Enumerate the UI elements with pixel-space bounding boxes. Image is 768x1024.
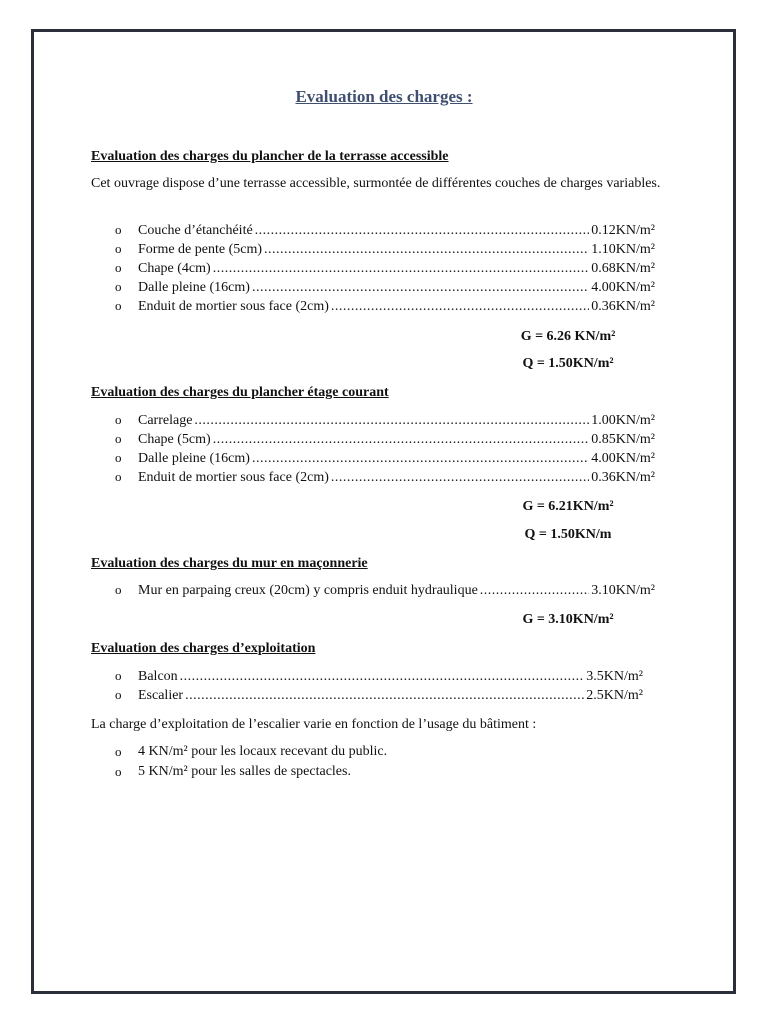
- bullet-icon: o: [115, 687, 122, 702]
- exploitation-note: La charge d’exploitation de l’escalier varie en fonction de l’usage du bâtiment :: [91, 717, 537, 732]
- item-label: Dalle pleine (16cm): [138, 280, 250, 295]
- list-item: [115, 687, 643, 706]
- list-item: [115, 744, 387, 760]
- list-item: [115, 431, 655, 450]
- item-value: 0.68KN/m²: [591, 261, 655, 276]
- item-label: Dalle pleine (16cm): [138, 451, 250, 466]
- bullet-icon: o: [115, 744, 122, 759]
- section-heading-terrasse: Evaluation des charges du plancher de la terrasse accessible: [91, 149, 449, 164]
- item-value: 3.5KN/m²: [586, 669, 643, 684]
- item-value: 4.00KN/m²: [591, 451, 655, 466]
- item-label: Chape (5cm): [138, 432, 211, 447]
- list-item: [115, 668, 643, 687]
- item-value: 0.36KN/m²: [591, 299, 655, 314]
- item-label: Mur en parpaing creux (20cm) y compris enduit hydraulique: [138, 583, 478, 598]
- list-item: [115, 279, 655, 298]
- bullet-icon: o: [115, 668, 122, 683]
- mur-g-result: G = 3.10KN/m²: [522, 612, 614, 627]
- item-label: Couche d’étanchéité: [138, 223, 253, 238]
- item-label: Enduit de mortier sous face (2cm): [138, 470, 329, 485]
- terrasse-q-result: Q = 1.50KN/m²: [522, 356, 614, 371]
- item-label: Escalier: [138, 688, 184, 703]
- item-value: 0.85KN/m²: [591, 432, 655, 447]
- bullet-icon: o: [115, 241, 122, 256]
- bullet-icon: o: [115, 412, 122, 427]
- bullet-icon: o: [115, 279, 122, 294]
- bullet-icon: o: [115, 260, 122, 275]
- bullet-icon: o: [115, 450, 122, 465]
- list-item: [115, 222, 655, 241]
- section-heading-courant: Evaluation des charges du plancher étage courant: [91, 385, 389, 400]
- section-heading-mur: Evaluation des charges du mur en maçonnerie: [91, 556, 368, 571]
- bullet-icon: o: [115, 298, 122, 313]
- courant-q-result: Q = 1.50KN/m: [524, 527, 612, 542]
- use-text: 5 KN/m² pour les salles de spectacles.: [138, 764, 351, 779]
- item-value: 3.10KN/m²: [591, 583, 655, 598]
- list-item: [115, 582, 655, 601]
- list-item: [115, 241, 655, 260]
- item-label: Balcon: [138, 669, 178, 684]
- item-value: 1.00KN/m²: [591, 413, 655, 428]
- list-item: [115, 412, 655, 431]
- page-border: [31, 29, 736, 994]
- item-label: Carrelage: [138, 413, 193, 428]
- bullet-icon: o: [115, 431, 122, 446]
- courant-g-result: G = 6.21KN/m²: [522, 499, 614, 514]
- bullet-icon: o: [115, 764, 122, 779]
- section-heading-exploitation: Evaluation des charges d’exploitation: [91, 641, 316, 656]
- list-item: [115, 469, 655, 488]
- bullet-icon: o: [115, 469, 122, 484]
- terrasse-g-result: G = 6.26 KN/m²: [520, 329, 616, 344]
- item-value: 4.00KN/m²: [591, 280, 655, 295]
- item-label: Enduit de mortier sous face (2cm): [138, 299, 329, 314]
- item-label: Forme de pente (5cm): [138, 242, 263, 257]
- item-value: 0.12KN/m²: [591, 223, 655, 238]
- list-item: [115, 260, 655, 279]
- bullet-icon: o: [115, 222, 122, 237]
- item-value: 2.5KN/m²: [586, 688, 643, 703]
- list-item: [115, 298, 655, 317]
- bullet-icon: o: [115, 582, 122, 597]
- item-value: 0.36KN/m²: [591, 470, 655, 485]
- list-item: [115, 764, 351, 780]
- item-label: Chape (4cm): [138, 261, 211, 276]
- page-title: Evaluation des charges :: [295, 87, 473, 106]
- item-value: 1.10KN/m²: [591, 242, 655, 257]
- list-item: [115, 450, 655, 469]
- terrasse-intro: Cet ouvrage dispose d’une terrasse accessible, surmontée de différentes couches de charges variables.: [91, 176, 661, 191]
- use-text: 4 KN/m² pour les locaux recevant du public.: [138, 744, 388, 759]
